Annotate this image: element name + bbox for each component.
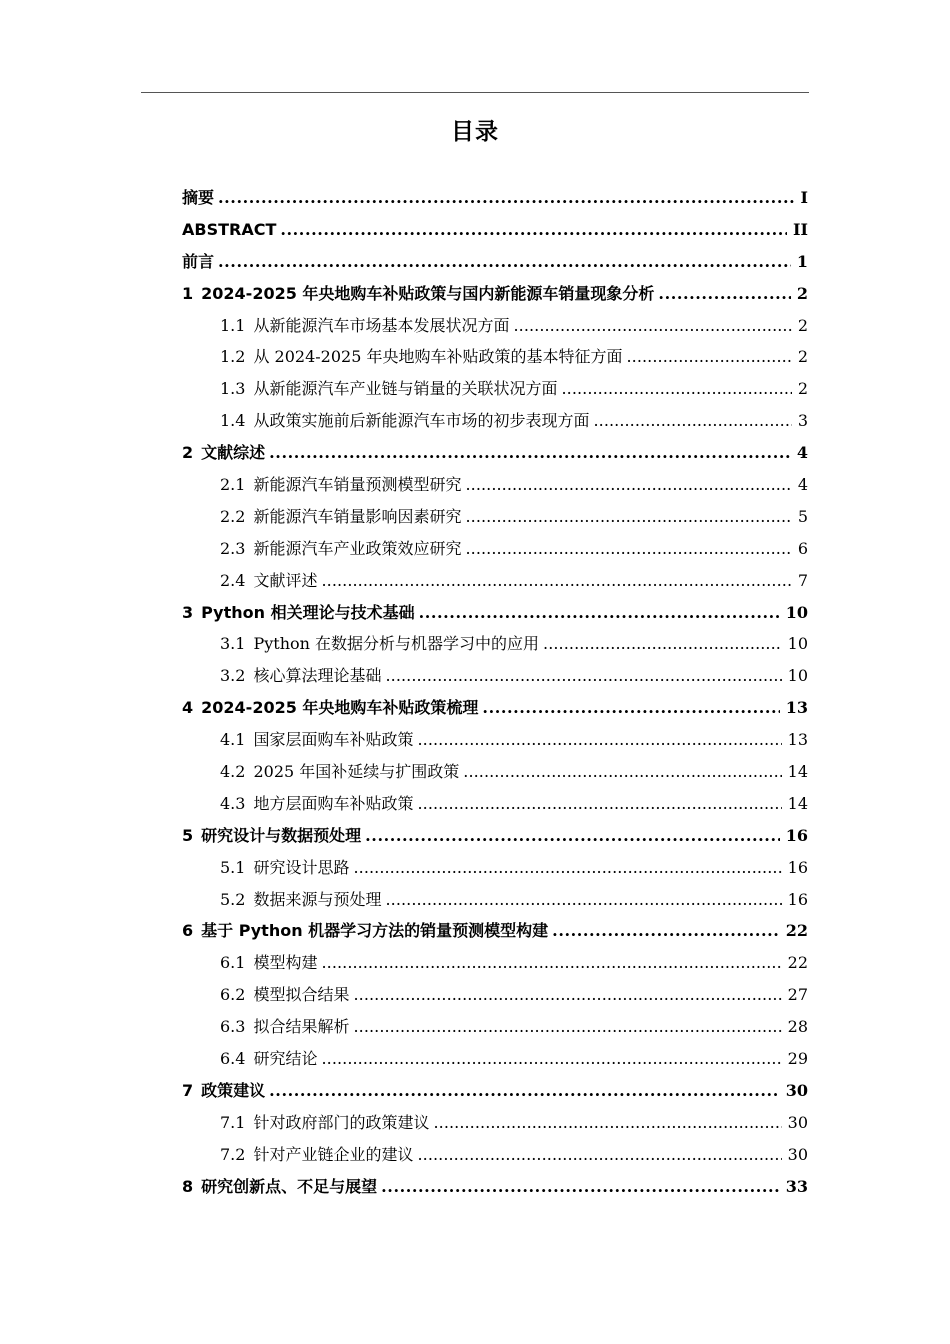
dot-leader — [626, 341, 791, 373]
toc-entry-number: 3 — [182, 602, 194, 622]
toc-page-number: 30 — [787, 1144, 808, 1164]
toc-entry-text — [220, 341, 622, 373]
toc-entry-label: 地方层面购车补贴政策 — [253, 793, 414, 813]
dot-leader — [385, 660, 781, 692]
toc-page-number: 4 — [797, 475, 808, 495]
dot-leader — [593, 405, 791, 437]
toc-entry[interactable] — [182, 182, 808, 214]
dot-leader — [417, 788, 781, 820]
toc-entry-number: 1.4 — [220, 411, 246, 431]
toc-entry[interactable] — [182, 947, 808, 979]
toc-page-number: 2 — [797, 315, 808, 335]
toc-entry-text — [220, 788, 413, 820]
toc-entry-text — [220, 660, 381, 692]
toc-entry[interactable] — [182, 278, 808, 310]
toc-page-number: 10 — [787, 666, 808, 686]
toc-entry-label: 从新能源汽车产业链与销量的关联状况方面 — [253, 379, 558, 399]
toc-entry-text — [220, 724, 413, 756]
toc-entry-label: 从政策实施前后新能源汽车市场的初步表现方面 — [253, 411, 590, 431]
toc-entry-number: 6 — [182, 921, 194, 941]
toc-entry-label: 研究设计思路 — [253, 857, 350, 877]
toc-entry-label: 针对产业链企业的建议 — [253, 1144, 414, 1164]
toc-entry-number: 1 — [182, 283, 194, 303]
toc-entry-text — [220, 1139, 413, 1171]
toc-entry-label: 核心算法理论基础 — [253, 666, 382, 686]
toc-page-number: 16 — [787, 857, 808, 877]
dot-leader — [465, 501, 791, 533]
dot-leader — [465, 469, 791, 501]
toc-entry-label: 研究结论 — [253, 1049, 318, 1069]
toc-entry-label: 2024-2025 年央地购车补贴政策梳理 — [201, 698, 479, 718]
toc-entry-text — [220, 405, 589, 437]
toc-entry-label: 前言 — [182, 251, 215, 271]
dot-leader — [353, 852, 781, 884]
toc-entry[interactable] — [182, 692, 808, 724]
toc-entry-text — [220, 852, 349, 884]
toc-entry-number: 1.3 — [220, 379, 246, 399]
toc-entry[interactable] — [182, 979, 808, 1011]
toc-entry[interactable] — [182, 756, 808, 788]
toc-entry[interactable] — [182, 660, 808, 692]
toc-entry[interactable] — [182, 405, 808, 437]
dot-leader — [419, 597, 780, 629]
toc-entry-number: 2 — [182, 443, 194, 463]
toc-page-number: 5 — [797, 506, 808, 526]
toc-entry-number: 2.1 — [220, 475, 246, 495]
toc-entry-text — [182, 597, 415, 629]
toc-entry-text — [220, 501, 461, 533]
toc-entry[interactable] — [182, 437, 808, 469]
toc-entry-label: 文献综述 — [201, 443, 266, 463]
toc-page-number: 14 — [787, 762, 808, 782]
toc-page-number: 30 — [785, 1080, 808, 1100]
toc-page-number: 13 — [787, 730, 808, 750]
toc-entry-number: 4.2 — [220, 762, 246, 782]
page-title: 目录 — [451, 119, 499, 145]
toc-page-number: 7 — [797, 570, 808, 590]
toc-entry-number: 4.1 — [220, 730, 246, 750]
toc-entry-number: 3.1 — [220, 634, 246, 654]
toc-entry-text — [182, 820, 361, 852]
toc-entry-text — [220, 628, 539, 660]
toc-entry[interactable] — [182, 341, 808, 373]
toc-entry-number: 7.1 — [220, 1112, 246, 1132]
toc-entry-text — [182, 278, 654, 310]
toc-page-number: 1 — [796, 251, 808, 271]
dot-leader — [365, 820, 780, 852]
dot-leader — [385, 884, 781, 916]
toc-page-number: 4 — [796, 443, 808, 463]
toc-entry-label: 模型拟合结果 — [253, 985, 350, 1005]
toc-entry-label: 文献评述 — [253, 570, 318, 590]
toc-entry[interactable] — [182, 533, 808, 565]
toc-entry[interactable] — [182, 884, 808, 916]
toc-entry-label: 摘要 — [182, 188, 215, 207]
toc-page-number: 16 — [785, 825, 808, 845]
dot-leader — [513, 310, 791, 342]
toc-page-number: 30 — [787, 1112, 808, 1132]
toc-entry-number: 6.1 — [220, 953, 246, 973]
dot-leader — [465, 533, 791, 565]
toc-page-number: 10 — [785, 602, 808, 622]
toc-entry-text — [220, 1107, 429, 1139]
toc-entry[interactable] — [182, 565, 808, 597]
dot-leader — [353, 979, 781, 1011]
table-of-contents — [182, 182, 808, 1203]
toc-entry-label: 新能源汽车产业政策效应研究 — [253, 538, 462, 558]
toc-page-number: 2 — [797, 347, 808, 367]
dot-leader — [482, 692, 779, 724]
toc-page-number: 10 — [787, 634, 808, 654]
toc-entry-text — [182, 1171, 377, 1203]
toc-entry-number: 5.2 — [220, 889, 246, 909]
toc-entry-number: 2.3 — [220, 538, 246, 558]
toc-entry-text — [220, 979, 349, 1011]
toc-entry-number: 8 — [182, 1176, 194, 1196]
toc-entry-number: 2.2 — [220, 506, 246, 526]
dot-leader — [658, 278, 790, 310]
toc-entry-label: 从 2024-2025 年央地购车补贴政策的基本特征方面 — [253, 347, 623, 367]
toc-entry[interactable] — [182, 373, 808, 405]
toc-entry-label: Python 相关理论与技术基础 — [201, 602, 415, 622]
dot-leader — [269, 437, 791, 469]
toc-entry-number: 1.2 — [220, 347, 246, 367]
toc-entry-label: 拟合结果解析 — [253, 1017, 350, 1037]
toc-entry-text — [220, 884, 381, 916]
toc-entry-label: 针对政府部门的政策建议 — [253, 1112, 430, 1132]
dot-leader — [321, 565, 791, 597]
toc-entry-number: 4.3 — [220, 793, 246, 813]
toc-entry[interactable] — [182, 1171, 808, 1203]
toc-entry-number: 6.4 — [220, 1049, 246, 1069]
toc-page-number: 33 — [785, 1176, 808, 1196]
dot-leader — [552, 915, 780, 947]
toc-entry-text — [220, 1043, 317, 1075]
toc-page-number: 27 — [787, 985, 808, 1005]
toc-entry[interactable] — [182, 628, 808, 660]
toc-entry-text — [182, 214, 276, 246]
toc-entry-text — [182, 182, 214, 214]
dot-leader — [218, 182, 795, 214]
toc-page-number: 2 — [797, 379, 808, 399]
dot-leader — [218, 246, 791, 278]
toc-entry[interactable] — [182, 1043, 808, 1075]
toc-entry-label: 基于 Python 机器学习方法的销量预测模型构建 — [201, 921, 549, 941]
toc-entry[interactable] — [182, 724, 808, 756]
dot-leader — [381, 1171, 780, 1203]
toc-page-number: 6 — [797, 538, 808, 558]
toc-entry[interactable] — [182, 915, 808, 947]
dot-leader — [417, 1139, 781, 1171]
toc-entry-text — [220, 533, 461, 565]
toc-entry[interactable] — [182, 1075, 808, 1107]
toc-page-number: 29 — [787, 1049, 808, 1069]
toc-entry-label: 研究设计与数据预处理 — [201, 825, 362, 845]
toc-entry-number: 6.3 — [220, 1017, 246, 1037]
toc-entry-label: Python 在数据分析与机器学习中的应用 — [253, 634, 540, 654]
toc-entry-text — [220, 565, 317, 597]
toc-entry[interactable] — [182, 788, 808, 820]
toc-page-number: 13 — [785, 698, 808, 718]
toc-entry[interactable] — [182, 501, 808, 533]
toc-page-number: 2 — [796, 283, 808, 303]
toc-page-number: I — [800, 188, 808, 207]
toc-entry-text — [182, 915, 548, 947]
dot-leader — [321, 1043, 781, 1075]
toc-entry-number: 5 — [182, 825, 194, 845]
toc-entry[interactable] — [182, 1011, 808, 1043]
toc-entry[interactable] — [182, 214, 808, 246]
toc-entry-label: 2025 年国补延续与扩围政策 — [253, 762, 460, 782]
dot-leader — [280, 214, 787, 246]
toc-entry-number: 1.1 — [220, 315, 246, 335]
dot-leader — [433, 1107, 781, 1139]
toc-entry-text — [220, 310, 509, 342]
toc-entry-label: ABSTRACT — [182, 219, 277, 239]
dot-leader — [353, 1011, 781, 1043]
dot-leader — [561, 373, 791, 405]
toc-entry-text — [220, 947, 317, 979]
dot-leader — [463, 756, 781, 788]
toc-entry[interactable] — [182, 852, 808, 884]
toc-entry[interactable] — [182, 597, 808, 629]
dot-leader — [543, 628, 782, 660]
toc-entry-label: 数据来源与预处理 — [253, 889, 382, 909]
toc-entry[interactable] — [182, 469, 808, 501]
header-rule — [141, 92, 809, 93]
toc-page-number: 22 — [787, 953, 808, 973]
dot-leader — [269, 1075, 780, 1107]
toc-entry-text — [182, 692, 478, 724]
toc-entry-label: 模型构建 — [253, 953, 318, 973]
toc-entry-text — [182, 246, 214, 278]
toc-entry[interactable] — [182, 310, 808, 342]
toc-entry[interactable] — [182, 820, 808, 852]
toc-entry-number: 2.4 — [220, 570, 246, 590]
toc-entry-text — [220, 756, 459, 788]
toc-page-number: II — [793, 219, 808, 239]
toc-entry-text — [220, 373, 557, 405]
toc-page-number: 3 — [797, 411, 808, 431]
toc-entry[interactable] — [182, 1139, 808, 1171]
toc-entry-label: 从新能源汽车市场基本发展状况方面 — [253, 315, 510, 335]
dot-leader — [417, 724, 781, 756]
toc-entry-number: 4 — [182, 698, 194, 718]
toc-entry-text — [220, 1011, 349, 1043]
toc-entry-label: 新能源汽车销量预测模型研究 — [253, 475, 462, 495]
toc-entry-number: 3.2 — [220, 666, 246, 686]
toc-entry[interactable] — [182, 1107, 808, 1139]
toc-entry[interactable] — [182, 246, 808, 278]
toc-entry-label: 新能源汽车销量影响因素研究 — [253, 506, 462, 526]
toc-entry-label: 国家层面购车补贴政策 — [253, 730, 414, 750]
toc-entry-number: 7.2 — [220, 1144, 246, 1164]
toc-page-number: 22 — [785, 921, 808, 941]
toc-entry-text — [182, 437, 265, 469]
toc-entry-number: 5.1 — [220, 857, 246, 877]
toc-page-number: 14 — [787, 793, 808, 813]
toc-entry-number: 7 — [182, 1080, 194, 1100]
toc-entry-number: 6.2 — [220, 985, 246, 1005]
toc-entry-text — [220, 469, 461, 501]
toc-entry-label: 2024-2025 年央地购车补贴政策与国内新能源车销量现象分析 — [201, 283, 655, 303]
toc-entry-text — [182, 1075, 265, 1107]
dot-leader — [321, 947, 781, 979]
toc-entry-label: 研究创新点、不足与展望 — [201, 1176, 378, 1196]
toc-entry-label: 政策建议 — [201, 1080, 266, 1100]
toc-page-number: 28 — [787, 1017, 808, 1037]
toc-page-number: 16 — [787, 889, 808, 909]
